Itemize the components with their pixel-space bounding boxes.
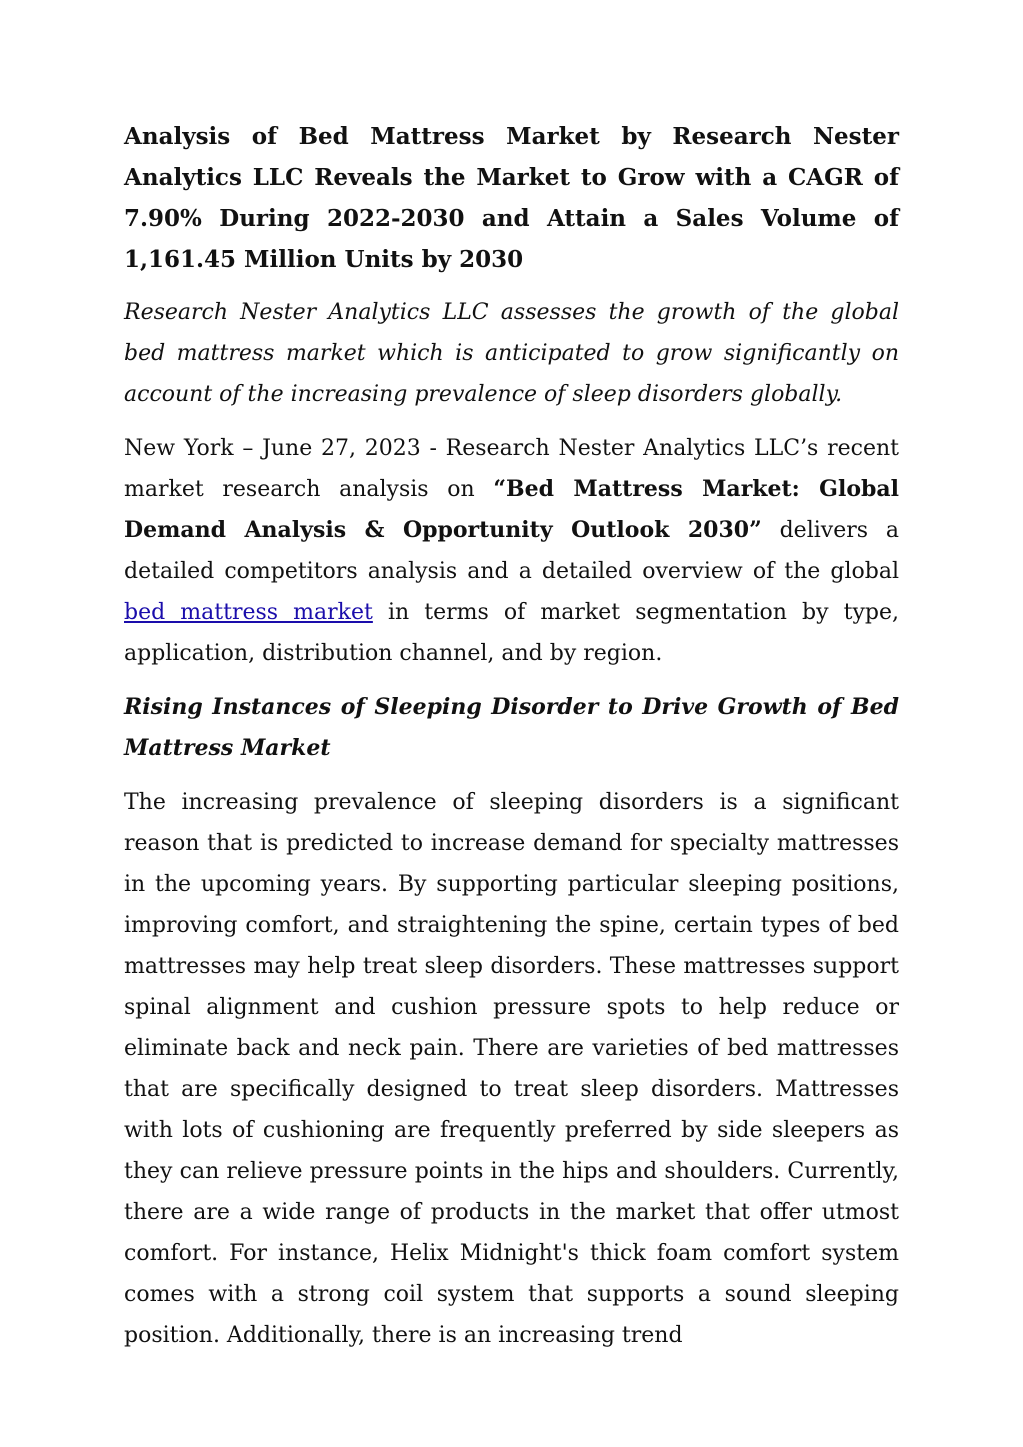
intro-text-part2: delivers a detailed competitors analysis and a detailed overview of the global — [124, 518, 899, 584]
intro-paragraph — [124, 428, 899, 674]
report-title: “Bed Mattress Market: Global Demand Analysis & Opportunity Outlook 2030” — [124, 476, 899, 543]
document-title: Analysis of Bed Mattress Market by Research Nester Analytics LLC Reveals the Market to Grow with a CAGR of 7.90% During 2022-2030 and Attain a Sales Volume of 1,161.45 Million Units by 2030 — [124, 123, 899, 273]
intro-text-part1: New York – June 27, 2023 - Research Nester Analytics LLC’s recent market research analysis on — [124, 436, 899, 502]
bed-mattress-market-link[interactable]: bed mattress market — [124, 600, 373, 625]
document-subtitle: Research Nester Analytics LLC assesses the growth of the global bed mattress market which is anticipated to grow significantly on account of the increasing prevalence of sleep disorders globally. — [124, 300, 899, 407]
section-body: The increasing prevalence of sleeping disorders is a significant reason that is predicted to increase demand for specialty mattresses in the upcoming years. By supporting particular sleeping positions, improving comfort, and straightening the spine, certain types of bed mattresses may help treat sleep disorders. These mattresses support spinal alignment and cushion pressure spots to help reduce or eliminate back and neck pain. There are varieties of bed mattresses that are specifically designed to treat sleep disorders. Mattresses with lots of cushioning are frequently preferred by side sleepers as they can relieve pressure points in the hips and shoulders. Currently, there are a wide range of products in the market that offer utmost comfort. For instance, Helix Midnight's thick foam comfort system comes with a strong coil system that supports a sound sleeping position. Additionally, there is an increasing trend — [124, 790, 899, 1348]
section-heading: Rising Instances of Sleeping Disorder to Drive Growth of Bed Mattress Market — [124, 694, 899, 761]
intro-text-part3: in terms of market segmentation by type, application, distribution channel, and by region. — [124, 600, 900, 666]
document-page — [124, 116, 899, 1356]
